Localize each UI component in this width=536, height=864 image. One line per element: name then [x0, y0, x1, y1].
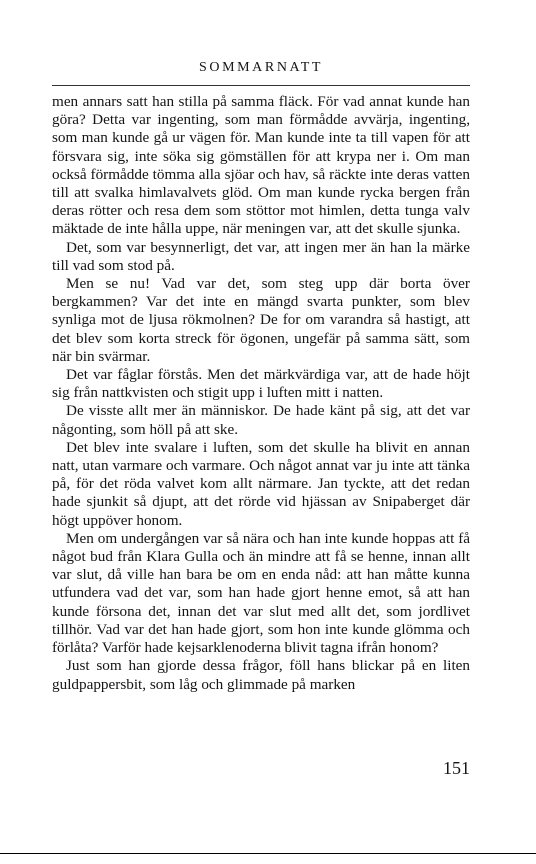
paragraph: De visste allt mer än människor. De hade känt på sig, att det var någonting, som höll på att ske. — [52, 402, 470, 438]
paragraph: Men om undergången var så nära och han inte kunde hoppas att få något bud från Klara Gulla och än mindre att få se henne, innan allt var slut, då ville han bara be om en enda nåd: att han måtte kunna utfundera vad det var, som han hade gjort henne emot, så att han kunde försona det, innan det var slut med allt det, som jordlivet tillhör. Vad var det han hade gjort, som hon inte kunde glömma och förlåta? Varför hade kejsarklenoderna blivit tagna ifrån honom? — [52, 529, 470, 657]
paragraph: Men se nu! Vad var det, som steg upp där borta över bergkammen? Var det inte en mängd svarta punkter, som blev synliga mot de ljusa rökmolnen? De for om varandra så hastigt, att det blev som korta streck för ögonen, ungefär på samma sätt, som när bin svärmar. — [52, 275, 470, 365]
paragraph: men annars satt han stilla på samma fläck. För vad annat kunde han göra? Detta var ingenting, som man förmådde avvärja, ingenting, som man kunde gå ur vägen för. Man kunde inte ta till vapen för att försvara sig, inte söka sig gömställen för att krypa ner i. Om man också förmådde tömma alla sjöar och hav, så räckte inte deras vatten till att svalka himlavalvets glöd. Om man kunde rycka bergen från deras rötter och resa dem som stöttor mot himlen, detta tunga valv mäktade de inte hålla uppe, när meningen var, att det skulle sjunka. — [52, 93, 470, 238]
running-head: SOMMARNATT — [198, 60, 323, 75]
paragraph: Just som han gjorde dessa frågor, föll hans blickar på en liten guldpappersbit, som låg och glimmade på marken — [52, 657, 470, 693]
paragraph: Det var fåglar förstås. Men det märkvärdiga var, att de hade höjt sig från nattkvisten och stigit upp i luften mitt i natten. — [52, 366, 470, 402]
page-number: 151 — [443, 758, 470, 778]
scan-edge-line — [0, 853, 536, 854]
body-text — [52, 93, 470, 694]
header-rule — [52, 85, 470, 86]
paragraph: Det blev inte svalare i luften, som det skulle ha blivit en annan natt, utan varmare och varmare. Och något annat var ju inte att tänka på, för det röda valvet kom allt närmare. Jan tyckte, att det redan hade sjunkit så djupt, att det rörde vid hjässan av Snipaberget där högt uppöver honom. — [52, 438, 470, 529]
paragraph: Det, som var besynnerligt, det var, att ingen mer än han la märke till vad som stod på. — [52, 238, 470, 274]
